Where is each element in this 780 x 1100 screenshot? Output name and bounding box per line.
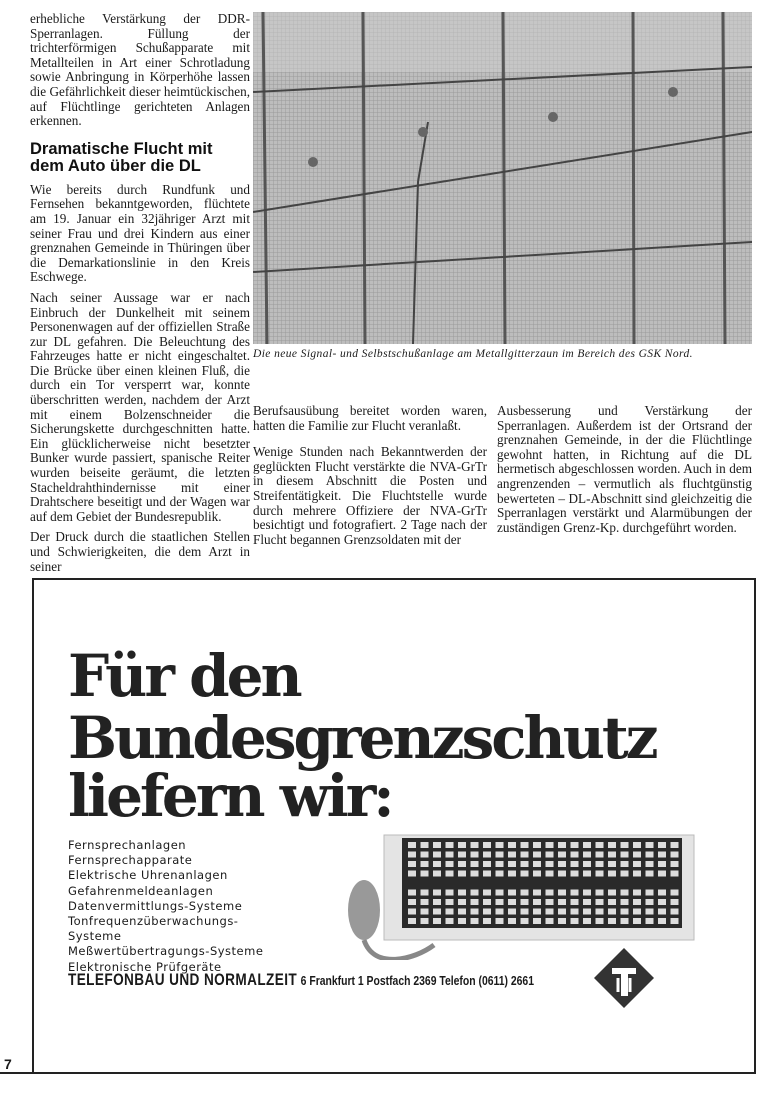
switch-key [458,871,466,877]
switch-key [583,842,591,848]
product-item: Tonfrequenzüberwachungs- [68,914,239,929]
switch-key [433,861,441,867]
switch-key [433,909,441,915]
switch-key [608,918,616,924]
switch-key [558,918,566,924]
switch-key [471,861,479,867]
switch-key [558,861,566,867]
switch-key [671,842,679,848]
switch-key [583,861,591,867]
product-item: Gefahrenmeldeanlagen [68,883,214,898]
switch-key [658,918,666,924]
switch-key [496,918,504,924]
switch-key [471,909,479,915]
paragraph: erhebliche Verstärkung der DDR-Sperranlagen. Füllung der trichterförmigen Schußapparate mit Metallteilen in Art einer Schrotladung sowie Anbringung in Körperhöhe lassen die Gefährlichkeit dieser heimtückischen, auf Flüchtlinge gerichteten Anlagen erkennen. [30,11,250,129]
switch-key [583,918,591,924]
switch-key [521,871,529,877]
switch-key [658,861,666,867]
switch-key [596,852,604,858]
switch-key [646,899,654,905]
switch-key [596,899,604,905]
switch-key [421,918,429,924]
switch-key [558,842,566,848]
switch-key [671,899,679,905]
switch-key [446,871,454,877]
switch-key [496,861,504,867]
article-column-left [30,12,250,580]
switch-key [458,890,466,896]
switch-key [508,899,516,905]
switch-key [646,918,654,924]
switch-key [658,890,666,896]
switch-key [408,842,416,848]
switch-key [533,852,541,858]
company-address: 6 Frankfurt 1 Postfach 2369 Telefon (0611) 2661 [300,973,534,988]
switch-key [546,871,554,877]
switch-key [646,852,654,858]
company-logo [594,948,654,1008]
switch-key [646,861,654,867]
switch-key [508,842,516,848]
article-heading: Dramatische Flucht mit dem Auto über die DL [30,139,213,175]
switch-key [471,842,479,848]
company-footer [68,970,534,990]
switch-key [496,909,504,915]
switch-key [471,852,479,858]
switch-key [558,871,566,877]
switch-key [558,852,566,858]
switch-key [458,918,466,924]
switch-key [408,909,416,915]
switch-key [483,918,491,924]
switch-key [408,890,416,896]
switch-key [496,852,504,858]
switch-key [421,842,429,848]
company-name: TELEFONBAU UND NORMALZEIT [68,970,298,989]
switch-key [608,890,616,896]
paragraph: Wie bereits durch Rundfunk und Fernsehen bekanntgeworden, flüchtete am 19. Januar ein 32jähriger Arzt mit seiner Frau und drei Kindern aus einer grenznahen Gemeinde in Thüringen über die Demarkationslinie in den Kreis Eschwege. [30,181,250,285]
switch-key [483,871,491,877]
switch-key [483,861,491,867]
switch-key [608,899,616,905]
switch-key [583,890,591,896]
switch-key [671,890,679,896]
switch-key [446,918,454,924]
switch-key [658,871,666,877]
switch-key [571,909,579,915]
switch-key [671,871,679,877]
paragraph: Berufsausübung bereitet worden waren, hatten die Familie zur Flucht veranlaßt. [253,403,487,433]
switch-key [671,861,679,867]
switch-key [533,918,541,924]
switch-key [408,861,416,867]
switch-key [458,842,466,848]
switch-key [596,909,604,915]
switch-key [633,861,641,867]
product-item: Systeme [68,929,122,944]
switch-key [633,899,641,905]
switch-key [583,909,591,915]
switch-key [533,871,541,877]
switch-key [633,871,641,877]
switch-key [483,899,491,905]
product-item: Elektronische Prüfgeräte [68,959,222,974]
switch-key [546,842,554,848]
switch-key [508,918,516,924]
switch-key [596,861,604,867]
switch-key [546,899,554,905]
switch-key [633,909,641,915]
ad-headline-line: Bundesgrenzschutz [68,704,656,772]
switch-key [521,909,529,915]
switch-key [533,909,541,915]
switch-key [483,890,491,896]
switch-key [533,899,541,905]
switch-key [496,890,504,896]
switch-key [558,890,566,896]
switch-key [421,871,429,877]
switch-key [646,871,654,877]
ad-headline-line: liefern wir: [68,762,392,830]
switch-key [596,871,604,877]
switch-key [521,842,529,848]
switch-key [433,918,441,924]
switch-key [408,899,416,905]
switch-key [658,909,666,915]
switch-key [421,899,429,905]
switch-key [496,871,504,877]
switch-key [458,861,466,867]
switch-key [546,890,554,896]
switch-key [521,861,529,867]
advertisement [32,578,756,1074]
switch-key [621,842,629,848]
switch-key [533,861,541,867]
switch-key [508,890,516,896]
switch-key [583,852,591,858]
switch-key [483,852,491,858]
switch-key [521,852,529,858]
switch-key [421,861,429,867]
switchboard-image [324,830,704,960]
switch-key [608,909,616,915]
switch-key [508,871,516,877]
switch-key [621,918,629,924]
switch-key [496,899,504,905]
switch-key [433,852,441,858]
photo-caption: Die neue Signal- und Selbstschußanlage am Metallgitterzaun im Bereich des GSK Nord. [253,348,693,360]
switch-key [608,861,616,867]
product-list [68,838,263,975]
switch-key [633,890,641,896]
switch-key [446,909,454,915]
ad-headline-line: Für den [68,642,300,710]
switch-key [421,890,429,896]
switch-key [608,871,616,877]
switch-key [558,909,566,915]
switch-key [633,852,641,858]
switch-key [421,852,429,858]
switch-key [446,861,454,867]
switch-key [571,918,579,924]
switch-key [608,852,616,858]
product-item: Fernsprechanlagen [68,838,187,852]
switch-key [521,918,529,924]
switch-key [671,918,679,924]
switch-key [596,918,604,924]
switch-key [546,852,554,858]
switch-key [621,890,629,896]
page-number: 7 [4,1056,12,1072]
switch-key [546,861,554,867]
switch-key [621,871,629,877]
fence-photo [253,12,752,344]
switch-key [658,899,666,905]
product-item: Datenvermittlungs-Systeme [68,898,243,913]
switch-key [458,899,466,905]
switch-key [621,899,629,905]
switch-key [633,918,641,924]
switch-key [533,842,541,848]
switch-key [671,909,679,915]
switch-key [571,899,579,905]
switch-key [508,852,516,858]
switch-key [471,899,479,905]
switch-key [521,899,529,905]
switch-key [508,861,516,867]
switch-key [583,899,591,905]
switch-key [408,871,416,877]
paragraph: Nach seiner Aussage war er nach Einbruch der Dunkelheit mit seinem Personenwagen auf der offiziellen Straße zur DL gefahren. Die Beleuchtung des Fahrzeuges hatte er nicht eingeschaltet. Die Brücke über einen kleinen Fluß, die durch ein Tor versperrt war, konnte überschritten werden, nachdem der Arzt mit einem Bolzenschneider die Sicherungskette durchgeschnitten hatte. Ein glücklicherweise nicht besetzter Bunker wurde passiert, spanische Reiter wurden beiseite geräumt, die letzten Stacheldrahthindernisse mit einer Drahtschere beseitigt und der Wagen war auf dem Gebiet der Bundesrepublik. [30,289,250,524]
paragraph: Ausbesserung und Verstärkung der Sperranlagen. Außerdem ist der Ortsrand der grenznahen Gemeinde, in der die Flüchtlinge gewohnt hatten, in Richtung auf die DL hermetisch abgeschlossen worden. Auch in dem angrenzenden – vermutlich als fluchtgünstig bewerteten – DL-Abschnitt sind gleichzeitig die Sperranlagen verstärkt und Alarmübungen der zuständigen Grenz-Kp. durchgeführt worden. [497,403,752,535]
fence-illustration [253,12,752,344]
switch-key [446,899,454,905]
switch-key [446,890,454,896]
article-column-middle [253,404,487,553]
switch-key [458,852,466,858]
switch-key [508,909,516,915]
switch-key [433,842,441,848]
switch-key [421,909,429,915]
switch-key [521,890,529,896]
switch-key [646,909,654,915]
switch-key [408,918,416,924]
switch-key [433,899,441,905]
switch-key [646,890,654,896]
switch-key [471,890,479,896]
switch-key [596,842,604,848]
switch-key [621,909,629,915]
switch-key [446,852,454,858]
switch-key [608,842,616,848]
switch-key [433,890,441,896]
switch-key [546,918,554,924]
switch-key [483,909,491,915]
switch-key [458,909,466,915]
switch-key [546,909,554,915]
switch-key [658,842,666,848]
switch-key [658,852,666,858]
switch-key [571,861,579,867]
switch-key [571,890,579,896]
switch-key [671,852,679,858]
switch-key [446,842,454,848]
switch-key [571,842,579,848]
switch-key [471,918,479,924]
switch-key [621,861,629,867]
switch-key [633,842,641,848]
switch-key [471,871,479,877]
switch-key [533,890,541,896]
switch-key [571,871,579,877]
switch-key [621,852,629,858]
switch-key [596,890,604,896]
switch-key [571,852,579,858]
bottom-rule [0,1072,754,1074]
switch-key [483,842,491,848]
paragraph: Wenige Stunden nach Bekanntwerden der geglückten Flucht verstärkte die NVA-GrTr in diesem Abschnitt die Posten und Streifentätigkeit. Die Fluchtstelle wurde durch mehrere Offiziere der NVA-GrTr besichtigt und fotografiert. 2 Tage nach der Flucht begannen Grenzsoldaten mit der [253,444,487,547]
switch-key [583,871,591,877]
switch-key [408,852,416,858]
product-item: Elektrische Uhrenanlagen [68,868,228,883]
product-item: Meßwertübertragungs-Systeme [68,944,264,959]
product-item: Fernsprechapparate [68,853,193,868]
article-column-right [497,404,752,541]
switch-key [646,842,654,848]
switch-key [496,842,504,848]
paragraph: Der Druck durch die staatlichen Stellen und Schwierigkeiten, die dem Arzt in seiner [30,529,250,574]
switch-key [558,899,566,905]
switch-key [433,871,441,877]
